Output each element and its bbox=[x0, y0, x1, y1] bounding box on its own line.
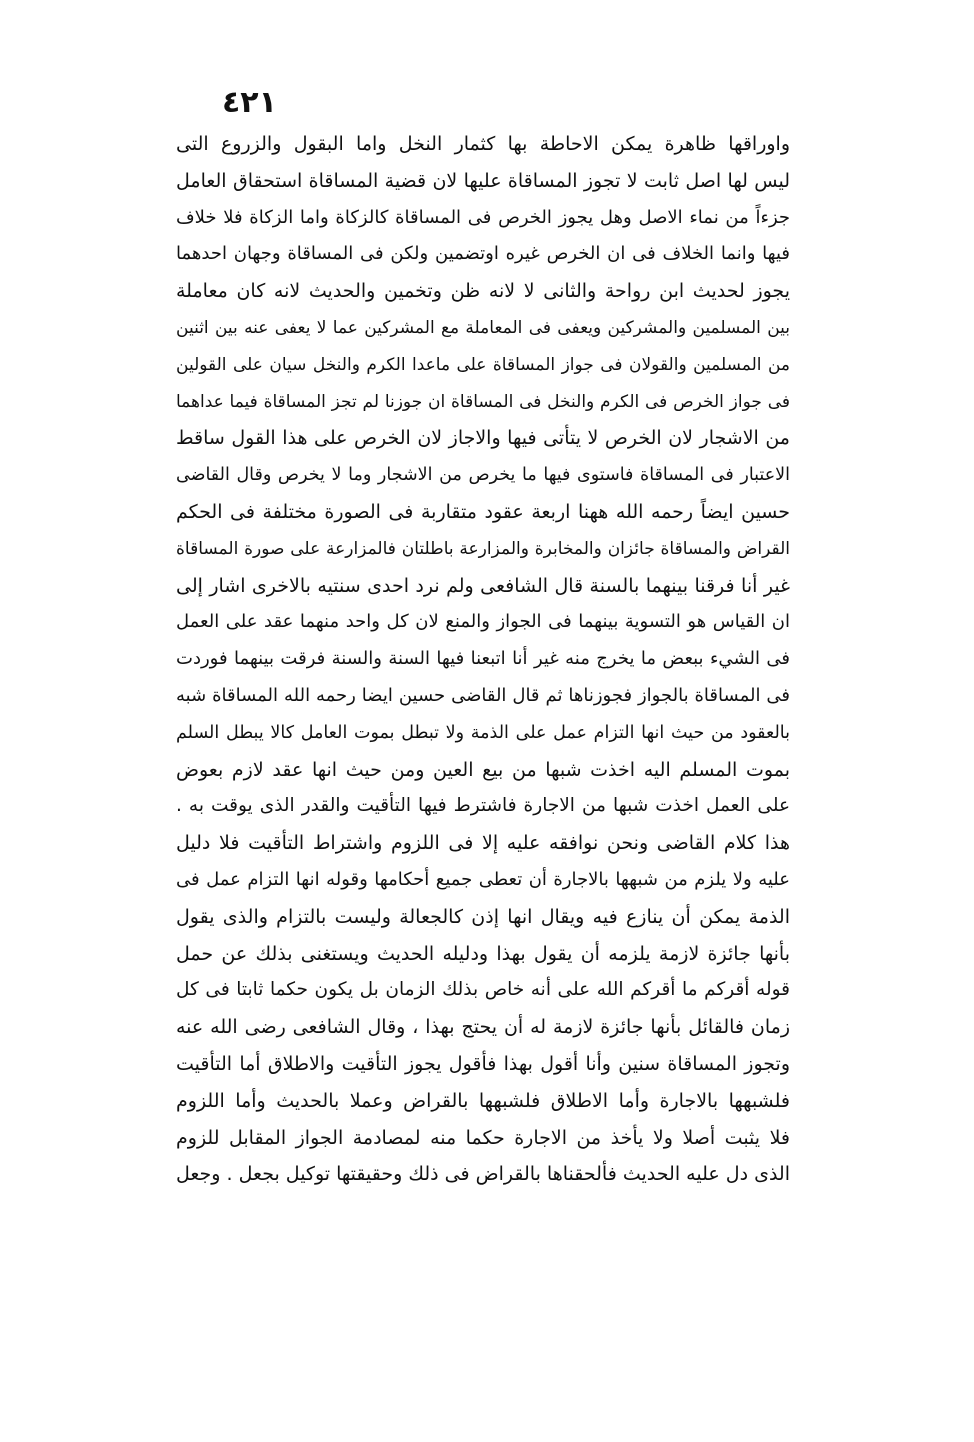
text-line: فلا يثبت أصلا ولا يأخذ من الاجارة حكما منه لمصادمة الجواز المقابل للزوم bbox=[176, 1126, 790, 1149]
text-line: على العمل اخذت شبها من الاجارة فاشترط فيها التأقيت والقدر الذى يوقت به . bbox=[176, 795, 790, 817]
text-line: زمان فالقائل بأنها جائزة لازمة له أن يحتج بهذا ، وقال الشافعى رضى الله عنه bbox=[176, 1016, 790, 1039]
text-line: الذى دل عليه الحديث فألحقناها بالقراض فى ذلك وحقيقتها توكيل بجعل . وجعل bbox=[176, 1163, 790, 1186]
text-line: القراض والمساقاة جائزان والمخابرة والمزارعة باطلتان فالمزارعة على صورة المساقاة bbox=[176, 538, 790, 559]
body-text bbox=[176, 126, 790, 1193]
text-line: هذا كلام القاضى ونحن نوافقه عليه إلا فى اللزوم واشتراط التأقيت فلا دليل bbox=[176, 832, 790, 855]
text-line: ان القياس هو التسوية بينهما فى الجواز والمنع لان كل واحد منهما عقد على العمل bbox=[176, 611, 790, 633]
page-number: ٤٢١ bbox=[222, 85, 277, 120]
text-line: حسين ايضاً رحمه الله ههنا اربعة عقود متقاربة فى الصورة مختلفة فى الحكم bbox=[176, 500, 790, 523]
text-line: فى جواز الخرص فى الكرم والنخل فى المساقاة ان جوزنا لم تجز المساقاة فيما عداهما bbox=[176, 391, 790, 412]
text-line: عليه ولا يلزم من شبهها بالاجارة أن تعطى جميع أحكامها وقوله انها التزام عمل فى bbox=[176, 868, 790, 890]
text-line: فى المساقاة بالجواز فجوزناها ثم قال القاضى حسين ايضا رحمه الله المساقاة شبه bbox=[176, 684, 790, 706]
text-line: الذمة يمكن أن ينازع فيه ويقال انها إذن كالجعالة وليست بالتزام والذى يقول bbox=[176, 905, 790, 928]
text-line: بالعقود من حيث انها التزام عمل على الذمة ولا تبطل بموت العامل كالا يبطل السلم bbox=[176, 722, 790, 743]
text-line: يجوز لحديث ابن رواحة والثانى لا لانه ظن وتخمين والحديث لانه كان معاملة bbox=[176, 280, 790, 303]
text-line: بموت المسلم اليه اخذت شبها من بيع العين ومن حيث انها عقد لازم بعوض bbox=[176, 758, 790, 781]
text-line: من الاشجار لان الخرص لا يتأتى فيها والاجاز لان الخرص على هذا القول ساقط bbox=[176, 427, 790, 450]
text-line: قوله أقركم ما أقركم الله على أنه خاص بذلك الزمان بل يكون حكما ثابتا فى كل bbox=[176, 979, 790, 1001]
text-line: واوراقها ظاهرة يمكن الاحاطة بها كثمار النخل واما البقول والزروع التى bbox=[176, 133, 790, 155]
text-line: فيها وانما الخلاف فى ان الخرص غيره اوتضمين ولكن فى المساقاة وجهان احدهما bbox=[176, 243, 790, 265]
text-line: فلشبهها بالاجارة وأما الاطلاق فلشبهها بالقراض وعملا بالحديث وأما اللزوم bbox=[176, 1089, 790, 1112]
text-line: من المسلمين والقولان فى جواز المساقاة على ماعدا الكرم والنخل سيان على القولين bbox=[176, 354, 790, 375]
text-line: فى الشيء ببعض ما يخرج منه غير أنا اتبعنا فيها السنة والسنة فرقت بينهما فوردت bbox=[176, 648, 790, 670]
text-line: بين المسلمين والمشركين ويعفى فى المعاملة مع المشركين عما لا يعفى عنه بين اثنين bbox=[176, 317, 790, 338]
text-line: بأنها جائزة لازمة يلزمه أن يقول بهذا ودليله الحديث ويستغنى بذلك عن حمل bbox=[176, 942, 790, 965]
text-line: جزءاً من نماء الاصل وهل يجوز الخرص فى المساقاة كالزكاة واما الزكاة فلا خلاف bbox=[176, 206, 790, 228]
text-line: الاعتبار فى المساقاة فاستوى فيها ما يخرص من الاشجار وما لا يخرص وقال القاضى bbox=[176, 465, 790, 486]
text-line: ليس لها اصل ثابت لا تجوز المساقاة عليها لان قضية المساقاة استحقاق العامل bbox=[176, 169, 790, 192]
text-line: غير أنا فرقنا بينهما بالسنة قال الشافعى ولم نرد احدى سنتيه بالاخرى اشار إلى bbox=[176, 574, 790, 597]
text-line: وتجوز المساقاة سنين وأنا أقول بهذا فأقول يجوز التأقيت والاطلاق أما التأقيت bbox=[176, 1052, 790, 1075]
